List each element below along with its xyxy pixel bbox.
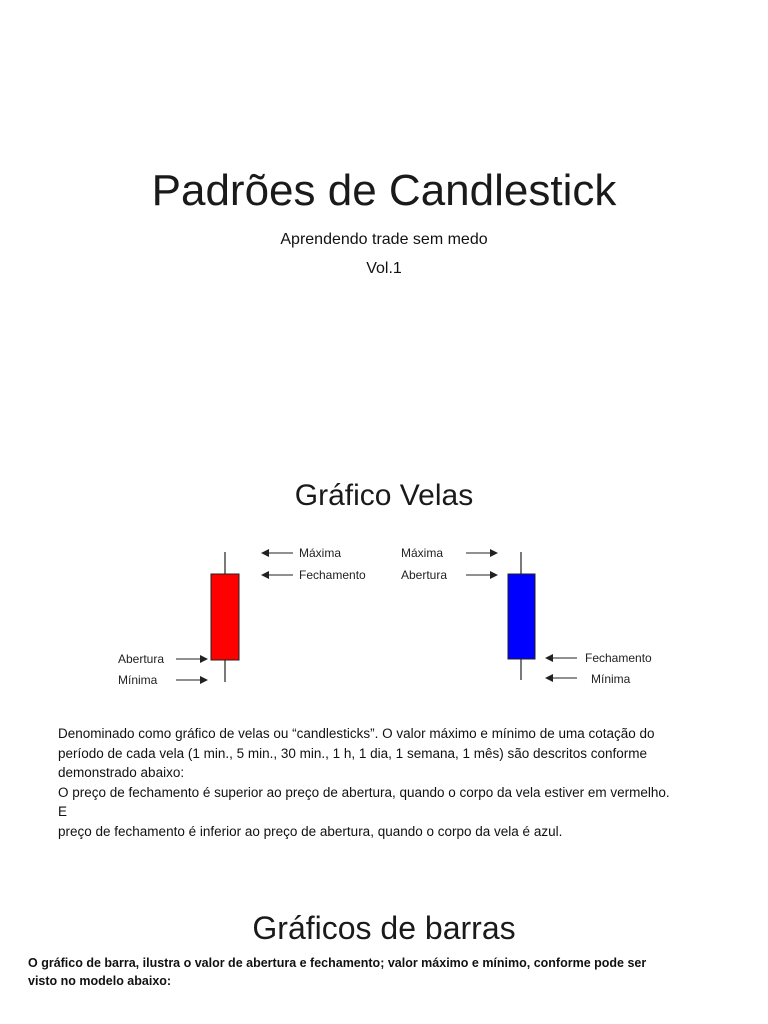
label-blue-max: Máxima — [401, 546, 444, 560]
label-blue-open: Abertura — [401, 568, 448, 582]
blue-candle — [508, 552, 535, 680]
paragraph-line: E — [58, 804, 68, 819]
section-title-candles: Gráfico Velas — [294, 479, 474, 512]
candlestick-diagram — [0, 530, 768, 700]
label-red-open: Abertura — [118, 652, 165, 666]
blue-candle-body — [508, 574, 535, 659]
page-title: Padrões de Candlestick — [151, 166, 617, 215]
label-blue-min: Mínima — [591, 672, 631, 686]
paragraph-line: preço de fechamento é inferior ao preço de abertura, quando o corpo da vela é azul. — [58, 823, 563, 839]
paragraph-line: O preço de fechamento é superior ao preço de abertura, quando o corpo da vela estiver em vermelho. — [58, 784, 670, 800]
bars-text-line: visto no modelo abaixo: — [28, 974, 172, 988]
label-blue-close: Fechamento — [585, 651, 652, 665]
label-red-max: Máxima — [299, 546, 342, 560]
paragraph-line: demonstrado abaixo: — [58, 765, 185, 780]
paragraph-line: período de cada vela (1 min., 5 min., 30 min., 1 h, 1 dia, 1 semana, 1 mês) são descritos conforme — [58, 745, 648, 761]
paragraph-line: Denominado como gráfico de velas ou “candlesticks”. O valor máximo e mínimo de uma cotação do — [58, 726, 655, 741]
label-red-min: Mínima — [118, 673, 158, 687]
bars-text-line: O gráfico de barra, ilustra o valor de abertura e fechamento; valor máximo e mínimo, conforme pode ser — [28, 956, 647, 970]
red-candle-annotations — [118, 546, 366, 687]
bars-description — [28, 954, 748, 990]
volume-label: Vol.1 — [366, 260, 402, 277]
label-red-close: Fechamento — [299, 568, 366, 582]
red-candle-body — [211, 574, 239, 660]
subtitle: Aprendendo trade sem medo — [280, 231, 488, 248]
section-title-bars: Gráficos de barras — [252, 910, 516, 946]
candles-description — [58, 724, 748, 841]
red-candle — [211, 552, 239, 682]
